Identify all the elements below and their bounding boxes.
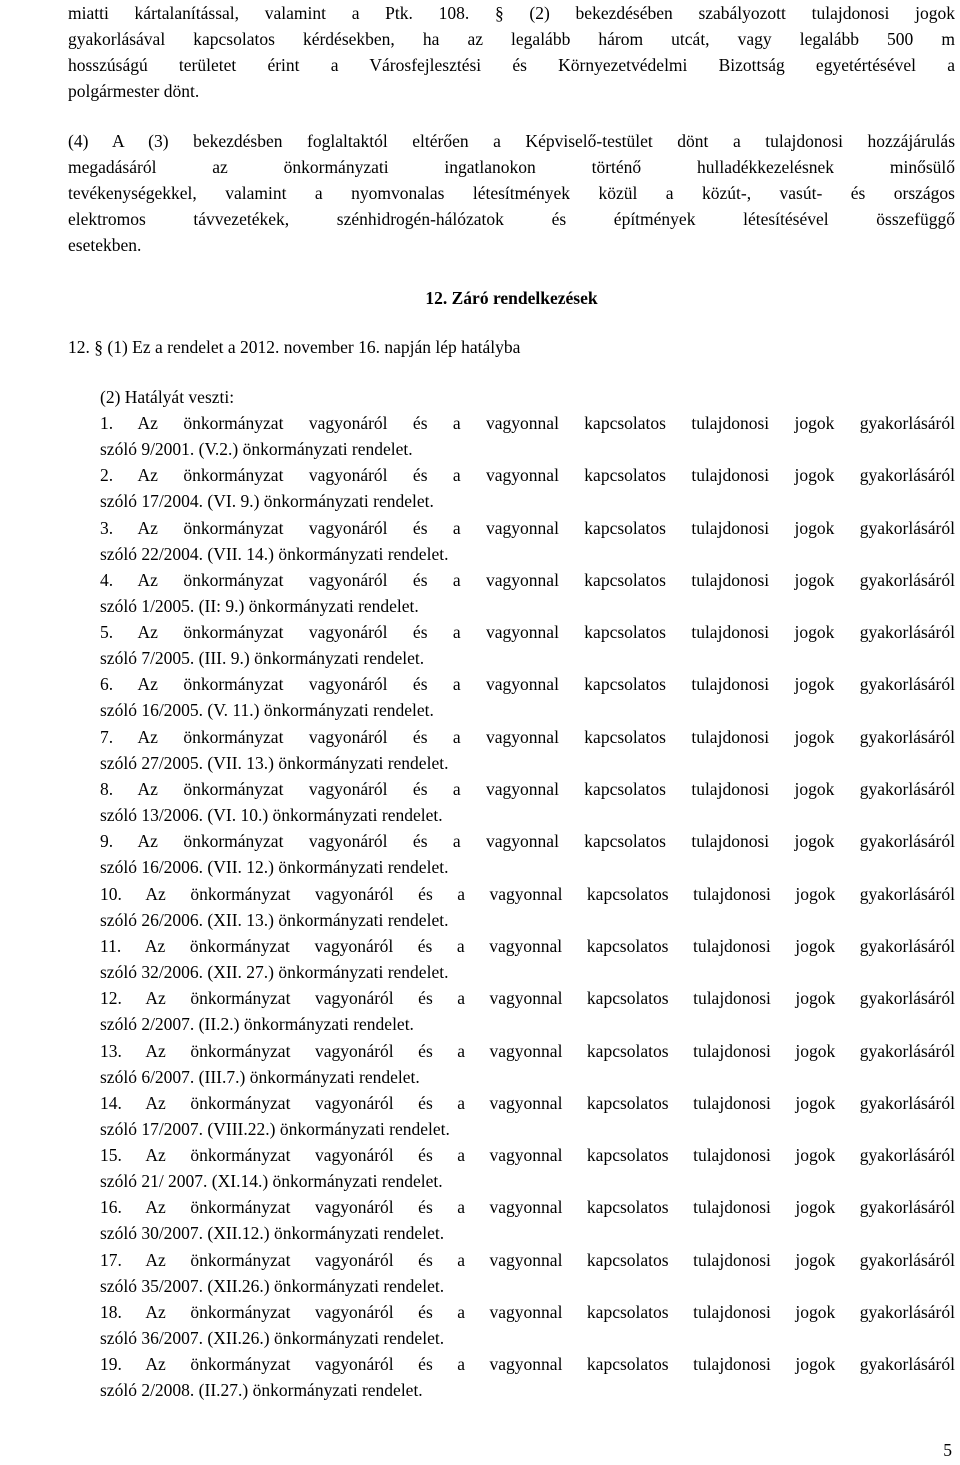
list-item-number: 8.	[100, 779, 114, 800]
list-item-title	[100, 881, 955, 907]
intro-line-1: miatti kártalanítással, valamint a Ptk. 108. § (2) bekezdésében szabályozott tulajdonosi jogok	[68, 3, 955, 23]
list-item-number: 18.	[100, 1302, 122, 1323]
subsection-2-heading: (2) Hatályát veszti:	[100, 387, 235, 407]
list-item-title	[100, 515, 955, 541]
list-item-prefix: Az önkormányzat vagyonáról és a vagyonnal kapcsolatos tulajdonosi jogok gyakorlásáról	[137, 779, 955, 800]
list-item-number: 5.	[100, 622, 114, 643]
list-item-prefix: Az önkormányzat vagyonáról és a vagyonnal kapcsolatos tulajdonosi jogok gyakorlásáról	[145, 1354, 955, 1375]
list-item-reference: szóló 36/2007. (XII.26.) önkormányzati rendelet.	[100, 1328, 445, 1349]
list-item-title	[100, 567, 955, 593]
list-item-prefix: Az önkormányzat vagyonáról és a vagyonnal kapcsolatos tulajdonosi jogok gyakorlásáról	[137, 674, 955, 695]
list-item-reference: szóló 22/2004. (VII. 14.) önkormányzati rendelet.	[100, 543, 449, 564]
list-item	[100, 776, 955, 828]
list-item-reference: szóló 16/2005. (V. 11.) önkormányzati rendelet.	[100, 700, 434, 721]
list-item-number: 2.	[100, 465, 114, 486]
list-item-prefix: Az önkormányzat vagyonáról és a vagyonnal kapcsolatos tulajdonosi jogok gyakorlásáról	[145, 1092, 955, 1113]
list-item-reference: szóló 16/2006. (VII. 12.) önkormányzati rendelet.	[100, 857, 449, 878]
intro-line-3: hosszúságú területet érint a Városfejlesztési és Környezetvédelmi Bizottság egyetértésével a	[68, 55, 955, 75]
list-item-prefix: Az önkormányzat vagyonáról és a vagyonnal kapcsolatos tulajdonosi jogok gyakorlásáról	[145, 1302, 955, 1323]
paragraph-4-line-1: (4) A (3) bekezdésben foglaltaktól eltérően a Képviselő-testület dönt a tulajdonosi hozzájárulás	[68, 131, 955, 151]
list-item	[100, 881, 955, 933]
list-item-prefix: Az önkormányzat vagyonáról és a vagyonnal kapcsolatos tulajdonosi jogok gyakorlásáról	[137, 726, 955, 747]
list-item	[100, 671, 955, 723]
list-item	[100, 1194, 955, 1246]
list-item-number: 12.	[100, 988, 122, 1009]
list-item-prefix: Az önkormányzat vagyonáról és a vagyonnal kapcsolatos tulajdonosi jogok gyakorlásáról	[137, 517, 955, 538]
paragraph-4-line-5: esetekben.	[68, 235, 142, 255]
intro-line-4: polgármester dönt.	[68, 81, 200, 101]
list-item-title	[100, 671, 955, 697]
list-item	[100, 1299, 955, 1351]
list-item-reference: szóló 17/2007. (VIII.22.) önkormányzati rendelet.	[100, 1118, 450, 1139]
list-item-prefix: Az önkormányzat vagyonáról és a vagyonnal kapcsolatos tulajdonosi jogok gyakorlásáról	[137, 831, 955, 852]
list-item	[100, 1247, 955, 1299]
list-item	[100, 1038, 955, 1090]
list-item	[100, 619, 955, 671]
list-item	[100, 567, 955, 619]
paragraph-4-line-2: megadásáról az önkormányzati ingatlanokon történő hulladékkezelésnek minősülő	[68, 157, 955, 177]
list-item-reference: szóló 32/2006. (XII. 27.) önkormányzati rendelet.	[100, 961, 449, 982]
list-item	[100, 933, 955, 985]
list-item-title	[100, 828, 955, 854]
list-item-title	[100, 724, 955, 750]
list-item-number: 15.	[100, 1145, 122, 1166]
list-item-number: 9.	[100, 831, 114, 852]
list-item-prefix: Az önkormányzat vagyonáról és a vagyonnal kapcsolatos tulajdonosi jogok gyakorlásáról	[145, 1145, 955, 1166]
list-item-prefix: Az önkormányzat vagyonáról és a vagyonnal kapcsolatos tulajdonosi jogok gyakorlásáról	[144, 935, 955, 956]
list-item-reference: szóló 13/2006. (VI. 10.) önkormányzati rendelet.	[100, 805, 443, 826]
page-number: 5	[943, 1440, 952, 1460]
list-item	[100, 1142, 955, 1194]
list-item-title	[100, 1351, 955, 1377]
list-item-title	[100, 1142, 955, 1168]
list-item-number: 4.	[100, 569, 114, 590]
list-item-prefix: Az önkormányzat vagyonáról és a vagyonnal kapcsolatos tulajdonosi jogok gyakorlásáról	[145, 1040, 955, 1061]
list-item-reference: szóló 1/2005. (II: 9.) önkormányzati rendelet.	[100, 595, 419, 616]
intro-paragraph	[68, 0, 955, 104]
list-item	[100, 1351, 955, 1403]
list-item-reference: szóló 6/2007. (III.7.) önkormányzati rendelet.	[100, 1066, 420, 1087]
paragraph-12-1: 12. § (1) Ez a rendelet a 2012. november 16. napján lép hatályba	[68, 337, 521, 357]
list-item	[100, 410, 955, 462]
list-item-number: 6.	[100, 674, 114, 695]
list-item	[100, 1090, 955, 1142]
list-item-reference: szóló 2/2007. (II.2.) önkormányzati rendelet.	[100, 1014, 414, 1035]
list-item-number: 13.	[100, 1040, 122, 1061]
list-item-reference: szóló 30/2007. (XII.12.) önkormányzati rendelet.	[100, 1223, 445, 1244]
list-item-title	[100, 619, 955, 645]
paragraph-4-line-3: tevékenységekkel, valamint a nyomvonalas létesítmények közül a közút-, vasút- és országos	[68, 183, 955, 203]
list-item-reference: szóló 7/2005. (III. 9.) önkormányzati rendelet.	[100, 648, 425, 669]
list-item-reference: szóló 9/2001. (V.2.) önkormányzati rendelet.	[100, 439, 413, 459]
list-item	[100, 828, 955, 880]
list-item-prefix: Az önkormányzat vagyonáról és a vagyonnal kapcsolatos tulajdonosi jogok gyakorlásáról	[145, 988, 955, 1009]
list-item-number: 1.	[100, 413, 114, 433]
list-item-prefix: Az önkormányzat vagyonáról és a vagyonnal kapcsolatos tulajdonosi jogok gyakorlásáról	[137, 465, 955, 486]
list-item-title	[100, 1038, 955, 1064]
paragraph-4	[68, 128, 955, 258]
list-item	[100, 515, 955, 567]
list-item-reference: szóló 35/2007. (XII.26.) önkormányzati rendelet.	[100, 1275, 445, 1296]
list-item-title	[100, 410, 955, 436]
list-item-reference: szóló 2/2008. (II.27.) önkormányzati rendelet.	[100, 1380, 423, 1401]
list-item	[100, 985, 955, 1037]
repealed-regulations-list	[100, 410, 955, 1404]
list-item-reference: szóló 26/2006. (XII. 13.) önkormányzati rendelet.	[100, 909, 449, 930]
list-item-prefix: Az önkormányzat vagyonáról és a vagyonnal kapcsolatos tulajdonosi jogok gyakorlásáról	[137, 413, 955, 433]
list-item	[100, 724, 955, 776]
list-item-number: 16.	[100, 1197, 122, 1218]
list-item-reference: szóló 27/2005. (VII. 13.) önkormányzati rendelet.	[100, 752, 449, 773]
list-item	[100, 462, 955, 514]
list-item-number: 7.	[100, 726, 114, 747]
list-item-prefix: Az önkormányzat vagyonáról és a vagyonnal kapcsolatos tulajdonosi jogok gyakorlásáról	[137, 622, 955, 643]
list-item-title	[100, 1194, 955, 1220]
list-item-prefix: Az önkormányzat vagyonáról és a vagyonnal kapcsolatos tulajdonosi jogok gyakorlásáról	[145, 1197, 955, 1218]
intro-line-2: gyakorlásával kapcsolatos kérdésekben, ha az legalább három utcát, vagy legalább 500 m	[68, 29, 955, 49]
list-item-number: 3.	[100, 517, 114, 538]
list-item-title	[100, 1247, 955, 1273]
list-item-number: 14.	[100, 1092, 122, 1113]
list-item-title	[100, 985, 955, 1011]
list-item-prefix: Az önkormányzat vagyonáról és a vagyonnal kapcsolatos tulajdonosi jogok gyakorlásáról	[145, 1249, 955, 1270]
list-item-prefix: Az önkormányzat vagyonáról és a vagyonnal kapcsolatos tulajdonosi jogok gyakorlásáról	[137, 569, 955, 590]
list-item-number: 11.	[100, 935, 122, 956]
paragraph-4-line-4: elektromos távvezetékek, szénhidrogén-hálózatok és építmények létesítésével összefüggő	[68, 209, 955, 229]
list-item-title	[100, 933, 955, 959]
list-item-number: 10.	[100, 883, 122, 904]
list-item-number: 19.	[100, 1354, 122, 1375]
list-item-number: 17.	[100, 1249, 122, 1270]
list-item-reference: szóló 17/2004. (VI. 9.) önkormányzati rendelet.	[100, 491, 434, 512]
list-item-reference: szóló 21/ 2007. (XI.14.) önkormányzati rendelet.	[100, 1171, 443, 1192]
list-item-title	[100, 776, 955, 802]
list-item-title	[100, 1090, 955, 1116]
list-item-title	[100, 462, 955, 488]
section-title: 12. Záró rendelkezések	[425, 288, 598, 308]
list-item-title	[100, 1299, 955, 1325]
list-item-prefix: Az önkormányzat vagyonáról és a vagyonnal kapcsolatos tulajdonosi jogok gyakorlásáról	[145, 883, 955, 904]
